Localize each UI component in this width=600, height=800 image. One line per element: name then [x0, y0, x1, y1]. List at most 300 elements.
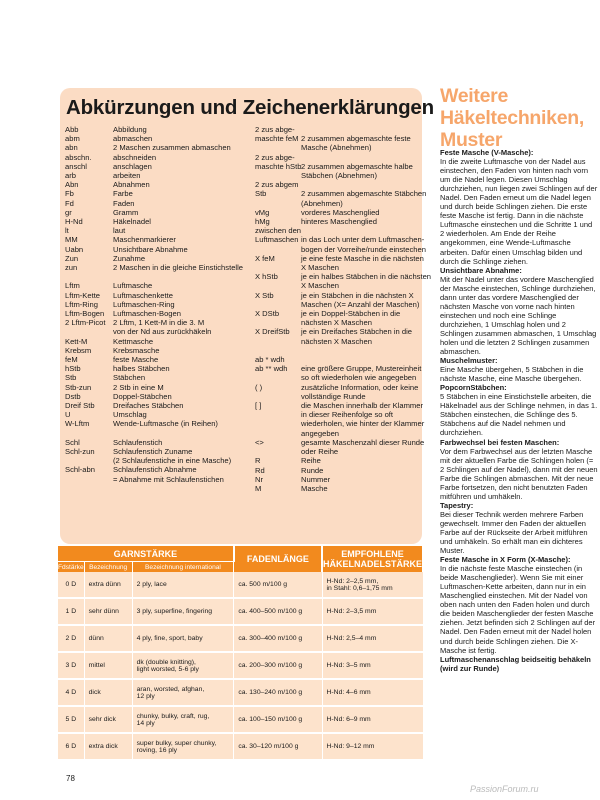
abbreviation-key: ( )	[255, 382, 263, 392]
abbreviation-key: abm	[65, 134, 80, 144]
abbreviation-meaning: Maschenmarkierer	[113, 235, 176, 245]
abbreviation-key: 2 zus abge-	[255, 152, 295, 162]
yarn-header-garnstaerke: GARNSTÄRKE	[58, 546, 234, 562]
abbreviation-row	[65, 254, 235, 263]
abbreviation-meaning: Gramm	[113, 207, 139, 217]
abbreviation-row	[255, 401, 423, 411]
abbreviation-row	[65, 438, 235, 447]
abbreviation-row	[65, 245, 235, 254]
abbreviation-row	[255, 143, 420, 152]
abbreviation-row	[65, 272, 235, 281]
abbreviation-row	[255, 410, 420, 419]
yarn-weight-name: extra dünn	[84, 572, 132, 598]
yarn-weight-code: 1 D	[58, 598, 84, 625]
abbreviation-key	[65, 272, 113, 281]
abbreviation-meaning: je ein Stäbchen in die nächsten X	[301, 290, 414, 300]
abbreviation-row	[255, 337, 420, 346]
abbreviation-row	[65, 235, 235, 244]
yarn-length: ca. 400–500 m/100 g	[234, 598, 322, 625]
abbreviation-row	[65, 217, 235, 226]
abbreviation-key	[255, 300, 301, 309]
abbreviation-key: 2 Lftm-Picot	[65, 318, 106, 328]
abbreviation-key: Krebsm	[65, 345, 92, 355]
abbreviation-meaning: (2 Schlaufenstiche in eine Masche)	[113, 456, 232, 466]
abbreviation-key: vMg	[255, 207, 270, 217]
abbreviation-row	[65, 373, 235, 382]
abbreviation-row	[65, 456, 235, 465]
abbreviation-key	[255, 281, 301, 290]
abbreviation-meaning: so oft wiederholen wie angegeben	[301, 373, 417, 383]
abbreviation-meaning: zusätzliche Information, oder keine	[301, 382, 419, 392]
abbreviation-meaning: vorderes Maschenglied	[301, 207, 380, 217]
yarn-length: ca. 30–120 m/100 g	[234, 733, 322, 760]
abbreviation-key: M	[255, 483, 262, 493]
abbreviation-meaning: Luftmasche	[113, 281, 153, 291]
abbreviation-key: Schl	[65, 437, 80, 447]
yarn-weight-table	[58, 546, 424, 761]
abbreviation-key: hStb	[65, 364, 81, 374]
abbreviation-key: Lftm-Kette	[65, 290, 101, 300]
abbreviation-key: Nr	[255, 474, 264, 484]
yarn-table-row	[58, 625, 423, 652]
abbreviation-key: X DreifStb	[255, 327, 290, 337]
abbreviation-row	[255, 318, 420, 327]
technique-description: Vor dem Farbwechsel aus der letzten Masche mit der aktuellen Farbe die Schlingen holen (= 2 Schlingen auf der Nadel), dann mit der neuen Farbe die Schlingen abmaschen. Mit der neue Farbe fortsetzen, den nicht benutzten Faden mitführen und umhäkeln.	[440, 446, 598, 501]
abbreviation-key	[255, 318, 301, 327]
abbreviation-row	[65, 199, 235, 208]
abbreviation-meaning: Masche (Abnehmen)	[301, 143, 372, 153]
abbreviation-row	[65, 189, 235, 198]
abbreviation-key: X DStb	[255, 309, 280, 319]
abbreviation-row	[255, 373, 420, 382]
abbreviation-meaning: 2 Maschen zusammen abmaschen	[113, 143, 231, 153]
technique-description: In die zweite Luftmasche von der Nadel aus einstechen, den Faden von hinten nach vorn um die Nadel legen. Diesen Umschlag durchziehen, nun liegen zwei Schlingen auf der Nadel. Den Faden erneut um die Nadel legen und durch beide Schlingen ziehen. Die erste feste Masche ist fertig. Dann in die nächste Luftmasche einstechen und die Schritte 1 und 2 wiederholen. Am Ende der Reihe angekommen, eine Wende-Luftmasche arbeiten. Dafür einen Umschlag bilden und durch die Schlinge ziehen.	[440, 157, 598, 266]
abbreviation-row	[255, 484, 420, 493]
abbreviation-row	[255, 355, 420, 364]
yarn-weight-international: 4 ply, fine, sport, baby	[132, 625, 234, 652]
abbreviations-column-2	[255, 125, 432, 493]
abbreviation-meaning: Farbe	[113, 189, 133, 199]
abbreviation-meaning: eine größere Gruppe, Mustereinheit	[301, 364, 422, 374]
technique-description: 5 Stäbchen in eine Einstichstelle arbeiten, die Häkelnadel aus der Schlinge nehmen, in das 1. Stäbchen einstechen, die Schlinge des 5. Stäbchens auf die Nadel nehmen und durchziehen.	[440, 392, 598, 438]
abbreviation-row	[255, 291, 420, 300]
yarn-weight-international: super bulky, super chunky, roving, 16 ply	[132, 733, 234, 760]
abbreviation-row	[65, 291, 235, 300]
technique-description: In die nächste feste Masche einstechen (in beide Maschenglieder). Wenn Sie mit einer Luftmaschen-Kette arbeiten, dann nur in ein Maschenglied einstechen. Mit der Nadel von oben nach unten den Faden holen und durch die beiden Maschenglieder der festen Masche ziehen. Jetzt befinden sich 2 Schlingen auf der Nadel. Den Faden erneut mit der Nadel holen und durch beide Schlingen ziehen. Die X-Masche ist fertig.	[440, 564, 596, 655]
abbreviation-key: R	[255, 456, 261, 466]
abbreviation-row	[65, 318, 235, 327]
abbreviation-key: Schl-abn	[65, 465, 95, 475]
abbreviation-row	[255, 437, 425, 447]
page-number: 78	[66, 774, 75, 783]
abbreviation-row	[65, 410, 235, 419]
abbreviation-row	[255, 134, 420, 143]
abbreviation-key	[255, 171, 301, 180]
abbreviation-key: Abn	[65, 180, 79, 190]
yarn-weight-international: chunky, bulky, craft, rug, 14 ply	[132, 706, 234, 733]
abbreviation-row	[65, 401, 235, 410]
watermark: PassionForum.ru	[470, 784, 539, 794]
abbreviation-meaning: 2 zusammen abgemaschte Stäbchen	[301, 189, 427, 199]
abbreviation-row	[255, 253, 424, 263]
abbreviation-key: MM	[65, 235, 78, 245]
yarn-weight-code: 4 D	[58, 679, 84, 706]
abbreviation-row	[65, 346, 235, 355]
technique-heading: Muschelmuster:	[440, 356, 498, 366]
yarn-weight-international: 2 ply, lace	[132, 572, 234, 598]
technique-heading: Tapestry:	[440, 500, 474, 510]
abbreviation-meaning: Maschen (X= Anzahl der Maschen)	[301, 299, 420, 309]
abbreviation-key: Lftm-Ring	[65, 299, 98, 309]
yarn-header-fadenlaenge: FADENLÄNGE	[234, 546, 322, 572]
abbreviation-row	[255, 327, 420, 336]
abbreviation-meaning	[301, 355, 420, 364]
technique-description: Eine Masche übergehen, 5 Stäbchen in die nächste Masche, eine Masche übergehen.	[440, 365, 584, 384]
abbreviation-key	[255, 263, 301, 272]
abbreviation-key: Kett-M	[65, 336, 88, 346]
abbreviation-meaning: angegeben	[301, 428, 340, 438]
abbreviation-meaning: Masche	[301, 483, 328, 493]
abbreviation-key: arb	[65, 171, 76, 181]
abbreviation-row	[255, 235, 425, 245]
abbreviation-meaning: je ein Dreifaches Stäbchen in die	[301, 327, 413, 337]
technique-heading: Feste Masche in X Form (X-Masche):	[440, 555, 571, 565]
abbreviation-meaning: halbes Stäbchen	[113, 364, 170, 374]
abbreviation-meaning: Luftmaschen-Bogen	[113, 309, 181, 319]
abbreviation-row	[65, 383, 235, 392]
abbreviation-row	[255, 429, 420, 438]
abbreviation-key: zwischen den	[255, 226, 302, 236]
yarn-weight-code: 6 D	[58, 733, 84, 760]
abbreviation-meaning: Häkelnadel	[113, 217, 151, 227]
yarn-length: ca. 200–300 m/100 g	[234, 652, 322, 679]
yarn-length: ca. 300–400 m/100 g	[234, 625, 322, 652]
abbreviation-key: W-Lftm	[65, 419, 90, 429]
abbreviation-row	[65, 465, 235, 474]
abbreviation-key: X Stb	[255, 290, 274, 300]
yarn-table-row	[58, 572, 423, 598]
abbreviation-row	[65, 364, 235, 373]
abbreviation-key: Stb	[255, 189, 267, 199]
abbreviation-key: Fd	[65, 198, 74, 208]
abbreviation-meaning: Stäbchen (Abnehmen)	[301, 171, 377, 181]
abbreviation-row	[65, 226, 235, 235]
abbreviation-key	[255, 373, 301, 382]
yarn-weight-code: 3 D	[58, 652, 84, 679]
abbreviation-row	[255, 419, 425, 429]
abbreviation-row	[255, 466, 420, 475]
abbreviation-key: Lftm	[65, 281, 80, 291]
abbreviation-meaning: X Maschen	[301, 281, 339, 291]
technique-heading: Luftmaschenanschlag beidseitig behäkeln (wird zur Runde)	[440, 654, 591, 673]
abbreviation-key	[255, 429, 301, 438]
abbreviation-meaning: Schlaufenstich Abnahme	[113, 465, 197, 475]
abbreviation-meaning: bogen der Vorreihe/runde einstechen	[301, 244, 426, 254]
abbreviation-key: lt	[65, 226, 69, 236]
abbreviation-row	[65, 429, 235, 438]
abbreviation-row	[255, 300, 420, 309]
abbreviation-row	[255, 281, 420, 290]
yarn-table-row	[58, 706, 423, 733]
hook-size: H-Nd: 2–3,5 mm	[322, 598, 423, 625]
abbreviation-meaning: Umschlag	[113, 410, 147, 420]
yarn-weight-code: 2 D	[58, 625, 84, 652]
technique-description: Mit der Nadel unter das vordere Maschenglied der Masche einstechen, Schlinge durchziehen, dann unter das vordere Maschenglied der nächsten Masche von vorne nach hinten einstechen und noch eine Schlinge durchziehen, 1 Umschlag holen und 2 Schlingen zusammen abmaschen, 1 Umschlag holen und die letzten 2 Schlingen zusammen abmaschen.	[440, 274, 597, 357]
abbreviation-row	[255, 364, 420, 373]
abbreviation-meaning: wiederholen, wie hinter der Klammer	[301, 419, 425, 429]
abbreviation-key	[65, 327, 113, 336]
abbreviation-meaning	[301, 226, 420, 235]
yarn-weight-international: 3 ply, superfine, fingering	[132, 598, 234, 625]
abbreviation-row	[255, 189, 427, 199]
abbreviation-row	[255, 392, 420, 401]
abbreviation-meaning: (Abnehmen)	[301, 198, 343, 208]
abbreviation-meaning: Unsichtbare Abnahme	[113, 244, 188, 254]
abbreviation-meaning: 2 Maschen in die gleiche Einstichstelle	[113, 263, 244, 273]
abbreviation-key: 2 zus abgem	[255, 180, 299, 190]
abbreviation-meaning: X Maschen	[301, 263, 339, 273]
abbreviation-key	[65, 429, 113, 438]
abbreviation-meaning: feste Masche	[113, 355, 159, 365]
abbreviation-key	[255, 346, 301, 355]
abbreviation-meaning: Zunahme	[113, 253, 146, 263]
abbreviation-meaning: nächsten X Maschen	[301, 336, 372, 346]
yarn-table-row	[58, 733, 423, 760]
abbreviation-key: abschn.	[65, 152, 92, 162]
technique-heading: Farbwechsel bei festen Maschen:	[440, 437, 560, 447]
abbreviation-row	[255, 180, 420, 189]
abbreviation-key: ab ** wdh	[255, 364, 288, 374]
abbreviation-key	[255, 392, 301, 401]
yarn-weight-name: extra dick	[84, 733, 132, 760]
yarn-subheader-international: Bezeichnung international	[132, 562, 234, 573]
abbreviation-meaning: Stäbchen	[113, 373, 146, 383]
abbreviation-meaning: Abbildung	[113, 125, 147, 134]
yarn-length: ca. 500 m/100 g	[234, 572, 322, 598]
abbreviation-meaning: von der Nd aus zurückhäkeln	[113, 327, 212, 337]
abbreviation-meaning	[301, 125, 420, 134]
abbreviation-meaning: = Abnahme mit Schlaufenstichen	[113, 474, 224, 484]
abbreviation-meaning: 2 zusammen abgemaschte feste	[301, 134, 411, 144]
abbreviation-row	[255, 346, 420, 355]
abbreviation-key: maschte hStb	[255, 161, 302, 171]
abbreviation-row	[65, 475, 235, 484]
yarn-weight-name: sehr dick	[84, 706, 132, 733]
yarn-weight-international: aran, worsted, afghan, 12 ply	[132, 679, 234, 706]
abbreviations-column-1	[65, 125, 244, 484]
yarn-subheader-fdstaerke: Fdstärke	[58, 563, 84, 571]
abbreviation-key: Schl-zun	[65, 447, 95, 457]
abbreviation-row	[65, 419, 235, 428]
abbreviation-key	[255, 337, 301, 346]
technique-heading: Feste Masche (V-Masche):	[440, 148, 534, 157]
abbreviation-row	[65, 300, 235, 309]
abbreviation-row	[255, 309, 420, 318]
abbreviation-key: [ ]	[255, 401, 262, 411]
abbreviation-row	[65, 355, 235, 364]
abbreviation-meaning: Luftmaschen-Ring	[113, 299, 175, 309]
abbreviation-row	[65, 337, 235, 346]
abbreviation-meaning	[113, 429, 235, 438]
abbreviation-key	[255, 143, 301, 152]
abbreviation-key: abn	[65, 143, 78, 153]
abbreviation-key: Stb	[65, 373, 77, 383]
abbreviation-key	[255, 245, 301, 254]
abbreviation-meaning: nächsten X Maschen	[301, 318, 372, 328]
abbreviation-row	[255, 383, 420, 392]
abbreviation-key: ab * wdh	[255, 355, 285, 365]
abbreviation-meaning: Faden	[113, 198, 135, 208]
hook-size: H-Nd: 6–9 mm	[322, 706, 423, 733]
abbreviation-meaning: je ein Doppel-Stäbchen in die	[301, 309, 401, 319]
abbreviation-key	[255, 447, 301, 456]
abbreviation-key: Stb-zun	[65, 382, 92, 392]
hook-size: H-Nd: 2,5–4 mm	[322, 625, 423, 652]
abbreviation-meaning: Nummer	[301, 474, 331, 484]
abbreviation-key: H-Nd	[65, 217, 83, 227]
abbreviation-key: Luftmaschen	[255, 235, 299, 245]
abbreviation-key: anschl	[65, 161, 87, 171]
yarn-weight-name: sehr dünn	[84, 598, 132, 625]
abbreviation-key	[255, 410, 301, 419]
abbreviation-row	[65, 143, 235, 152]
abbreviation-row	[255, 153, 420, 162]
abbreviation-meaning: abschneiden	[113, 152, 157, 162]
technique-heading: Unsichtbare Abnahme:	[440, 265, 522, 275]
yarn-weight-name: dünn	[84, 625, 132, 652]
yarn-length: ca. 130–240 m/100 g	[234, 679, 322, 706]
abbreviation-key: X feM	[255, 253, 275, 263]
abbreviation-meaning: Wende-Luftmasche (in Reihen)	[113, 419, 218, 429]
yarn-weight-international: dk (double knitting), light worsted, 5-6 ply	[132, 652, 234, 679]
abbreviation-row	[65, 125, 235, 134]
abbreviation-meaning: Runde	[301, 465, 324, 475]
abbreviation-row	[255, 171, 420, 180]
abbreviation-key: Zun	[65, 253, 79, 263]
abbreviation-row	[65, 171, 235, 180]
yarn-subheader-bezeichnung: Bezeichnung	[84, 562, 132, 573]
abbreviation-row	[65, 327, 235, 336]
abbreviation-meaning: laut	[113, 226, 126, 236]
abbreviation-meaning: 2 Stb in eine M	[113, 382, 164, 392]
yarn-table-row	[58, 679, 423, 706]
abbreviation-meaning: die Maschen innerhalb der Klammer	[301, 401, 423, 411]
yarn-weight-name: dick	[84, 679, 132, 706]
abbreviation-row	[65, 392, 235, 401]
abbreviation-key: Abb	[65, 125, 79, 134]
abbreviation-meaning: Schlaufenstich	[113, 437, 163, 447]
abbreviation-row	[65, 281, 235, 290]
abbreviation-meaning: anschlagen	[113, 161, 152, 171]
yarn-weight-code: 5 D	[58, 706, 84, 733]
abbreviations-title: Abkürzungen und Zeichenerklärungen	[66, 96, 434, 119]
abbreviation-meaning: in das Loch unter dem Luftmaschen-	[301, 235, 425, 245]
abbreviation-meaning: Schlaufenstich Zuname	[113, 447, 193, 457]
abbreviation-key: Dreif Stb	[65, 401, 95, 411]
technique-heading: PopcornStäbchen:	[440, 383, 507, 393]
abbreviation-meaning: Reihe	[301, 456, 321, 466]
abbreviation-meaning	[113, 272, 235, 281]
abbreviation-row	[255, 447, 420, 456]
abbreviation-key: Uabn	[65, 244, 84, 254]
right-column-text	[440, 148, 598, 673]
abbreviation-row	[65, 208, 235, 217]
yarn-table-row	[58, 598, 423, 625]
abbreviation-row	[255, 208, 420, 217]
technique-description: Bei dieser Technik werden mehrere Farben gewechselt. Immer den Faden der aktuellen Farbe auf der Rückseite der Arbeit mitführen und umhäkeln. So erhält man ein dichteres Muster.	[440, 509, 588, 556]
abbreviation-row	[255, 125, 420, 134]
abbreviation-meaning: gesamte Maschenzahl dieser Runde	[301, 437, 425, 447]
abbreviation-row	[65, 447, 235, 456]
abbreviation-meaning: 2 zusammen abgemaschte halbe	[301, 161, 413, 171]
abbreviation-key: gr	[65, 207, 72, 217]
abbreviation-key	[255, 199, 301, 208]
hook-size: H-Nd: 4–6 mm	[322, 679, 423, 706]
abbreviation-meaning: Doppel-Stäbchen	[113, 391, 172, 401]
yarn-weight-name: mittel	[84, 652, 132, 679]
abbreviation-key: Fb	[65, 189, 74, 199]
abbreviation-row	[255, 475, 420, 484]
abbreviation-key: 2 zus abge-	[255, 125, 295, 134]
yarn-length: ca. 100–150 m/100 g	[234, 706, 322, 733]
abbreviation-meaning: Krebsmasche	[113, 345, 160, 355]
abbreviation-meaning: in dieser Reihenfolge so oft	[301, 410, 394, 420]
abbreviation-key: U	[65, 410, 71, 420]
abbreviation-key: hMg	[255, 217, 270, 227]
yarn-header-nadelstaerke: EMPFOHLENE HÄKELNADELSTÄRKE	[322, 546, 423, 572]
right-column-title: Weitere Häkeltechniken, Muster	[440, 85, 584, 151]
abbreviation-key	[255, 419, 301, 428]
abbreviation-row	[65, 153, 235, 162]
abbreviation-key	[65, 475, 113, 484]
abbreviation-key: Lftm-Bogen	[65, 309, 105, 319]
abbreviation-key: <>	[255, 437, 264, 447]
abbreviation-meaning: je ein halbes Stäbchen in die nächsten	[301, 272, 432, 282]
abbreviation-meaning: Luftmaschenkette	[113, 290, 173, 300]
abbreviation-key: Dstb	[65, 391, 81, 401]
abbreviation-key: Rd	[255, 465, 265, 475]
abbreviation-meaning: arbeiten	[113, 171, 141, 181]
abbreviation-row	[255, 162, 420, 171]
abbreviation-row	[255, 263, 420, 272]
abbreviation-meaning: vollständige Runde	[301, 391, 366, 401]
abbreviation-meaning	[301, 153, 420, 162]
abbreviation-meaning: Kettmasche	[113, 336, 154, 346]
abbreviation-row	[65, 309, 235, 318]
abbreviation-key: X hStb	[255, 272, 278, 282]
abbreviation-meaning: 2 Lftm, 1 Kett-M in die 3. M	[113, 318, 205, 328]
abbreviation-meaning: Dreifaches Stäbchen	[113, 401, 184, 411]
abbreviation-meaning: oder Reihe	[301, 447, 339, 457]
abbreviation-meaning	[301, 180, 420, 189]
abbreviation-meaning: abmaschen	[113, 134, 153, 144]
abbreviation-row	[255, 272, 432, 282]
abbreviation-key: feM	[65, 355, 78, 365]
abbreviation-row	[255, 199, 420, 208]
abbreviation-row	[255, 244, 426, 254]
abbreviation-row	[255, 217, 420, 226]
hook-size: H-Nd: 9–12 mm	[322, 733, 423, 760]
abbreviation-row	[255, 456, 420, 465]
abbreviation-row	[65, 180, 235, 189]
yarn-table-row	[58, 652, 423, 679]
abbreviation-row	[65, 134, 235, 143]
hook-size: H-Nd: 2–2,5 mm, in Stahl: 0,6–1,75 mm	[322, 572, 423, 598]
abbreviation-key	[65, 456, 113, 465]
abbreviation-meaning: je eine feste Masche in die nächsten	[301, 253, 424, 263]
abbreviation-row	[65, 263, 244, 273]
hook-size: H-Nd: 3–5 mm	[322, 652, 423, 679]
